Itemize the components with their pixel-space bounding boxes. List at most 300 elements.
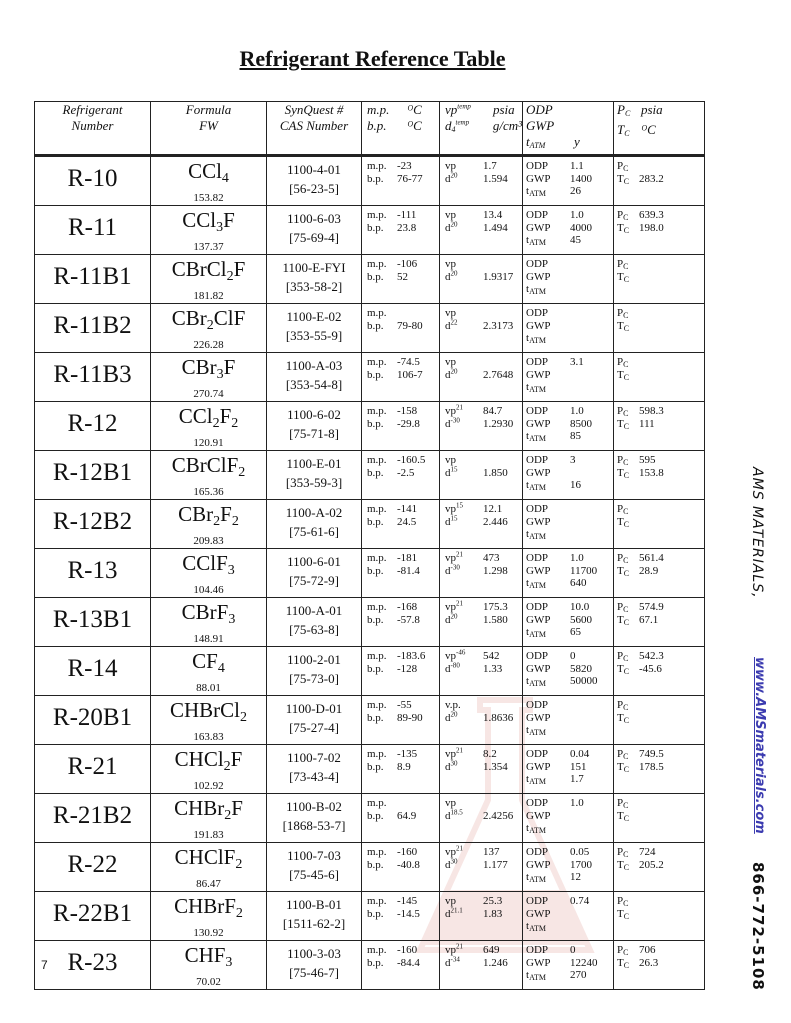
formula-cell xyxy=(151,156,267,206)
odp-label: ODP xyxy=(526,454,549,466)
tc-subscript: C xyxy=(623,421,630,431)
density-temperature: 20 xyxy=(450,268,458,277)
tc-subscript: C xyxy=(623,666,630,676)
mp-label: m.p. xyxy=(367,405,387,417)
pc-subscript: C xyxy=(623,507,629,516)
tc-subscript: C xyxy=(623,813,630,823)
odp-label: ODP xyxy=(526,356,549,368)
catalog-number: 1100-3-03 xyxy=(287,946,341,961)
boiling-point: 24.5 xyxy=(397,515,417,528)
odp-value: 3 xyxy=(570,454,576,466)
tatm-subscript: ATM xyxy=(529,630,546,639)
density-label: d xyxy=(445,319,451,332)
vp-temperature: -46 xyxy=(456,648,466,657)
tc-subscript: C xyxy=(623,470,630,480)
pc-tc-cell xyxy=(614,451,705,500)
vp-label: vp xyxy=(445,209,456,221)
odp-label: ODP xyxy=(526,552,549,564)
odp-gwp-cell xyxy=(523,353,614,402)
mp-bp-cell xyxy=(362,892,440,941)
pc-label: P xyxy=(617,601,624,613)
melting-point: -135 xyxy=(397,748,418,760)
density-label: d xyxy=(445,515,451,528)
tc-label: T xyxy=(617,221,624,234)
tc-subscript: C xyxy=(623,372,630,382)
tc-subscript: C xyxy=(623,715,630,725)
vapor-pressure: 84.7 xyxy=(483,405,503,417)
odp-gwp-cell xyxy=(523,892,614,941)
vp-density-cell xyxy=(440,500,523,549)
vp-density-cell xyxy=(440,745,523,794)
cas-cell xyxy=(267,794,362,843)
gwp-label: GWP xyxy=(526,760,551,773)
refrigerant-number-cell xyxy=(35,647,151,696)
pc-tc-cell xyxy=(614,647,705,696)
vp-temperature: 15 xyxy=(456,501,463,510)
formula: CBr$_2$ClF xyxy=(171,306,246,333)
formula: CHBrF$_2$ xyxy=(174,894,243,921)
formula-weight: 209.83 xyxy=(193,535,224,547)
density-label: d xyxy=(445,907,451,920)
tc-subscript: C xyxy=(623,568,630,578)
refrigerant-number: R-12 xyxy=(67,410,118,437)
odp-gwp-cell xyxy=(523,745,614,794)
refrigerant-number: R-12B1 xyxy=(52,459,133,486)
density-temperature: 22 xyxy=(450,317,458,326)
refrigerant-number-cell xyxy=(35,304,151,353)
pc-subscript: C xyxy=(623,360,629,369)
vp-temperature: 21 xyxy=(456,599,463,608)
vp-density-cell xyxy=(440,843,523,892)
tatm-subscript: ATM xyxy=(529,826,546,835)
vp-label: vp xyxy=(445,356,456,368)
odp-label: ODP xyxy=(526,160,549,172)
formula-cell xyxy=(151,794,267,843)
refrigerant-number: R-14 xyxy=(67,655,118,682)
cas-number: [75-73-0] xyxy=(289,671,339,686)
critical-pressure: 542.3 xyxy=(639,650,664,662)
formula: $CBr_2F_2$ xyxy=(178,502,239,529)
table-row xyxy=(35,500,705,549)
mp-label: m.p. xyxy=(367,356,387,368)
formula-weight: 270.74 xyxy=(193,388,224,400)
cas-cell xyxy=(267,549,362,598)
header-mp-bp: m.p. ᴼC b.p. ᴼC xyxy=(362,102,440,156)
density-label: d xyxy=(445,221,451,234)
pc-subscript: C xyxy=(623,556,629,565)
vapor-pressure: 13.4 xyxy=(483,209,503,221)
atmospheric-lifetime: 45 xyxy=(570,234,581,246)
melting-point: -158 xyxy=(397,405,418,417)
table-row xyxy=(35,255,705,304)
gwp-label: GWP xyxy=(526,319,551,332)
company-name: AMS MATERIALS, xyxy=(749,467,765,599)
table-row xyxy=(35,353,705,402)
catalog-number: 1100-E-FYI xyxy=(282,260,346,275)
bp-label: b.p. xyxy=(367,956,384,969)
boiling-point: -128 xyxy=(397,662,418,675)
bp-label: b.p. xyxy=(367,564,384,577)
gwp-label: GWP xyxy=(526,515,551,528)
gwp-value: 11700 xyxy=(570,564,598,577)
odp-value: 1.0 xyxy=(570,209,584,221)
odp-gwp-cell xyxy=(523,255,614,304)
density-temperature: -30 xyxy=(450,415,460,424)
vp-temperature: 21 xyxy=(456,942,463,951)
pc-label: P xyxy=(617,797,624,809)
formula: CClF$_3$ xyxy=(182,551,235,578)
mp-label: m.p. xyxy=(367,503,387,515)
density-label: d xyxy=(445,956,451,969)
bp-label: b.p. xyxy=(367,809,384,822)
pc-subscript: C xyxy=(623,262,629,271)
refrigerant-number-cell xyxy=(35,598,151,647)
tatm-label: t xyxy=(526,920,530,932)
formula-cell xyxy=(151,451,267,500)
density-temperature: 20 xyxy=(450,709,458,718)
catalog-number: 1100-6-01 xyxy=(287,554,341,569)
density: 1.298 xyxy=(483,564,508,577)
pc-subscript: C xyxy=(623,801,629,810)
odp-value: 3.1 xyxy=(570,356,584,368)
formula-weight: 163.83 xyxy=(193,731,224,743)
bp-label: b.p. xyxy=(367,417,384,430)
table-header-row xyxy=(35,102,705,156)
tc-label: T xyxy=(617,417,624,430)
formula-cell xyxy=(151,549,267,598)
formula-weight: 70.02 xyxy=(196,976,221,988)
density-label: d xyxy=(445,711,451,724)
cas-number: [1868-53-7] xyxy=(282,818,346,833)
pc-tc-cell xyxy=(614,843,705,892)
catalog-number: 1100-4-01 xyxy=(287,162,341,177)
tatm-subscript: ATM xyxy=(529,483,546,492)
refrigerant-number-cell xyxy=(35,255,151,304)
gwp-label: GWP xyxy=(526,613,551,626)
atmospheric-lifetime: 12 xyxy=(570,871,581,883)
density-label: d xyxy=(445,760,451,773)
header-cas: SynQuest # CAS Number xyxy=(267,102,362,156)
pc-tc-cell xyxy=(614,500,705,549)
density: 2.3173 xyxy=(483,319,514,332)
refrigerant-number: R-10 xyxy=(67,165,118,192)
cas-cell xyxy=(267,745,362,794)
odp-value: 0.04 xyxy=(570,748,590,760)
density-label: d xyxy=(445,858,451,871)
gwp-value: 4000 xyxy=(570,221,592,234)
pc-label: P xyxy=(617,846,624,858)
formula-cell xyxy=(151,745,267,794)
cas-cell xyxy=(267,696,362,745)
tc-label: T xyxy=(617,270,624,283)
refrigerant-number-cell xyxy=(35,451,151,500)
critical-temperature: 111 xyxy=(639,417,655,430)
critical-temperature: 153.8 xyxy=(639,466,664,479)
pc-label: P xyxy=(617,356,624,368)
formula: CHBrCl$_2$ xyxy=(169,698,247,725)
vp-density-cell xyxy=(440,598,523,647)
website-link[interactable]: www.AMSmaterials.com xyxy=(752,657,767,834)
formula: $CF_4$ xyxy=(192,649,225,676)
odp-label: ODP xyxy=(526,944,549,956)
mp-label: m.p. xyxy=(367,552,387,564)
odp-value: 1.0 xyxy=(570,797,584,809)
formula-cell xyxy=(151,647,267,696)
mp-bp-cell xyxy=(362,843,440,892)
pc-label: P xyxy=(617,454,624,466)
density-label: d xyxy=(445,613,451,626)
vapor-pressure: 1.7 xyxy=(483,160,497,172)
density: 1.594 xyxy=(483,172,508,185)
header-refrigerant-number: Refrigerant Number xyxy=(35,102,151,156)
vp-density-cell xyxy=(440,304,523,353)
gwp-label: GWP xyxy=(526,956,551,969)
cas-cell xyxy=(267,255,362,304)
density: 1.354 xyxy=(483,760,508,773)
mp-bp-cell xyxy=(362,500,440,549)
cas-cell xyxy=(267,402,362,451)
atmospheric-lifetime: 85 xyxy=(570,430,581,442)
gwp-label: GWP xyxy=(526,172,551,185)
pc-tc-cell xyxy=(614,696,705,745)
melting-point: -168 xyxy=(397,601,418,613)
odp-label: ODP xyxy=(526,405,549,417)
vp-label: vp xyxy=(445,797,456,809)
vp-density-cell xyxy=(440,206,523,255)
mp-bp-cell xyxy=(362,696,440,745)
gwp-label: GWP xyxy=(526,368,551,381)
density-temperature: -30 xyxy=(450,562,460,571)
bp-label: b.p. xyxy=(367,613,384,626)
cas-number: [75-71-8] xyxy=(289,426,339,441)
gwp-label: GWP xyxy=(526,466,551,479)
pc-subscript: C xyxy=(623,899,629,908)
vp-density-cell xyxy=(440,402,523,451)
density: 1.9317 xyxy=(483,270,514,283)
odp-label: ODP xyxy=(526,601,549,613)
tatm-label: t xyxy=(526,626,530,638)
bp-label: b.p. xyxy=(367,711,384,724)
pc-subscript: C xyxy=(623,948,629,957)
bp-label: b.p. xyxy=(367,662,384,675)
formula-weight: 130.92 xyxy=(193,927,224,939)
vapor-pressure: 25.3 xyxy=(483,895,503,907)
pc-tc-cell xyxy=(614,745,705,794)
gwp-value: 151 xyxy=(570,760,587,773)
catalog-number: 1100-A-03 xyxy=(285,358,343,373)
atmospheric-lifetime: 16 xyxy=(570,479,581,491)
table-row xyxy=(35,647,705,696)
tc-label: T xyxy=(617,613,624,626)
cas-cell xyxy=(267,206,362,255)
formula-cell xyxy=(151,598,267,647)
pc-subscript: C xyxy=(623,409,629,418)
melting-point: -106 xyxy=(397,258,418,270)
tatm-label: t xyxy=(526,381,530,393)
vp-label: vp xyxy=(445,307,456,319)
mp-bp-cell xyxy=(362,402,440,451)
table-row xyxy=(35,402,705,451)
mp-bp-cell xyxy=(362,255,440,304)
mp-label: m.p. xyxy=(367,846,387,858)
gwp-label: GWP xyxy=(526,662,551,675)
formula-cell xyxy=(151,696,267,745)
tc-label: T xyxy=(617,662,624,675)
density-label: d xyxy=(445,172,451,185)
tatm-label: t xyxy=(526,969,530,981)
vp-density-cell xyxy=(440,156,523,206)
formula: CBrClF$_2$ xyxy=(171,453,246,480)
refrigerant-number: R-11B3 xyxy=(53,361,132,388)
formula-weight: 226.28 xyxy=(193,339,224,351)
tatm-label: t xyxy=(526,479,530,491)
odp-gwp-cell xyxy=(523,598,614,647)
cas-cell xyxy=(267,941,362,990)
cas-cell xyxy=(267,500,362,549)
refrigerant-number: R-21 xyxy=(67,753,118,780)
mp-bp-cell xyxy=(362,156,440,206)
vp-density-cell xyxy=(440,255,523,304)
tatm-label: t xyxy=(526,871,530,883)
tc-subscript: C xyxy=(623,519,630,529)
odp-gwp-cell xyxy=(523,156,614,206)
refrigerant-number: R-11B2 xyxy=(53,312,132,339)
refrigerant-number: R-23 xyxy=(67,949,118,976)
page-title: Refrigerant Reference Table xyxy=(239,46,506,71)
tatm-label: t xyxy=(526,724,530,736)
odp-gwp-cell xyxy=(523,794,614,843)
odp-label: ODP xyxy=(526,650,549,662)
tatm-subscript: ATM xyxy=(529,434,546,443)
catalog-number: 1100-A-02 xyxy=(285,505,343,520)
refrigerant-number: R-11B1 xyxy=(53,263,132,290)
refrigerant-table xyxy=(34,101,705,990)
formula-cell xyxy=(151,206,267,255)
pc-subscript: C xyxy=(623,703,629,712)
critical-pressure: 639.3 xyxy=(639,209,664,221)
boiling-point: 8.9 xyxy=(397,760,411,773)
formula: CBrCl$_2$F xyxy=(171,257,246,284)
tc-subscript: C xyxy=(623,764,630,774)
melting-point: -55 xyxy=(397,699,412,711)
pc-subscript: C xyxy=(623,605,629,614)
mp-label: m.p. xyxy=(367,601,387,613)
formula: CHCl$_2$F xyxy=(174,747,243,774)
gwp-value: 12240 xyxy=(570,956,598,969)
odp-value: 0 xyxy=(570,650,576,662)
gwp-value: 1700 xyxy=(570,858,592,871)
formula-cell xyxy=(151,500,267,549)
mp-label: m.p. xyxy=(367,307,387,319)
critical-temperature: 205.2 xyxy=(639,858,664,871)
pc-tc-cell xyxy=(614,402,705,451)
refrigerant-number-cell xyxy=(35,745,151,794)
boiling-point: 106-7 xyxy=(397,368,423,381)
pc-subscript: C xyxy=(623,458,629,467)
tatm-subscript: ATM xyxy=(529,532,546,541)
tc-label: T xyxy=(617,368,624,381)
formula: CHBr$_2$F xyxy=(174,796,243,823)
odp-gwp-cell xyxy=(523,451,614,500)
density-label: d xyxy=(445,368,451,381)
catalog-number: 1100-7-02 xyxy=(287,750,341,765)
odp-label: ODP xyxy=(526,209,549,221)
gwp-label: GWP xyxy=(526,564,551,577)
odp-gwp-cell xyxy=(523,304,614,353)
pc-label: P xyxy=(617,944,624,956)
vapor-pressure: 649 xyxy=(483,944,500,956)
density: 1.494 xyxy=(483,221,508,234)
bp-label: b.p. xyxy=(367,368,384,381)
density-label: d xyxy=(445,270,451,283)
table-row xyxy=(35,892,705,941)
density: 1.177 xyxy=(483,858,508,871)
refrigerant-number-cell xyxy=(35,892,151,941)
tatm-label: t xyxy=(526,332,530,344)
critical-temperature: -45.6 xyxy=(639,662,662,675)
bp-label: b.p. xyxy=(367,760,384,773)
cas-cell xyxy=(267,451,362,500)
vp-density-cell xyxy=(440,647,523,696)
mp-label: m.p. xyxy=(367,209,387,221)
mp-label: m.p. xyxy=(367,748,387,760)
density-temperature: 30 xyxy=(450,758,458,767)
pc-tc-cell xyxy=(614,598,705,647)
refrigerant-number-cell xyxy=(35,206,151,255)
vp-density-cell xyxy=(440,353,523,402)
odp-gwp-cell xyxy=(523,206,614,255)
melting-point: -145 xyxy=(397,895,418,907)
pc-subscript: C xyxy=(623,213,629,222)
catalog-number: 1100-B-02 xyxy=(286,799,342,814)
boiling-point: 89-90 xyxy=(397,711,423,724)
refrigerant-number-cell xyxy=(35,549,151,598)
tatm-subscript: ATM xyxy=(529,924,546,933)
melting-point: -160 xyxy=(397,944,418,956)
tc-label: T xyxy=(617,760,624,773)
boiling-point: -29.8 xyxy=(397,417,420,430)
vp-label: vp xyxy=(445,503,456,515)
pc-tc-cell xyxy=(614,892,705,941)
refrigerant-number-cell xyxy=(35,402,151,451)
melting-point: -160 xyxy=(397,846,418,858)
formula-cell xyxy=(151,402,267,451)
formula: $CHF_3$ xyxy=(184,943,233,970)
vp-temperature: 21 xyxy=(456,844,463,853)
tatm-subscript: ATM xyxy=(529,385,546,394)
refrigerant-number: R-13 xyxy=(67,557,118,584)
bp-label: b.p. xyxy=(367,270,384,283)
tc-label: T xyxy=(617,858,624,871)
tc-subscript: C xyxy=(623,176,630,186)
catalog-number: 1100-E-01 xyxy=(286,456,342,471)
formula-weight: 181.82 xyxy=(193,290,224,302)
density-temperature: 15 xyxy=(450,513,458,522)
cas-number: [1511-62-2] xyxy=(282,916,346,931)
vapor-pressure: 473 xyxy=(483,552,500,564)
odp-value: 0 xyxy=(570,944,576,956)
cas-cell xyxy=(267,304,362,353)
mp-bp-cell xyxy=(362,794,440,843)
formula-cell xyxy=(151,304,267,353)
catalog-number: 1100-D-01 xyxy=(285,701,343,716)
tc-label: T xyxy=(617,172,624,185)
gwp-value: 1400 xyxy=(570,172,592,185)
formula-cell xyxy=(151,941,267,990)
tc-subscript: C xyxy=(623,274,630,284)
tatm-subscript: ATM xyxy=(529,189,546,198)
refrigerant-number-cell xyxy=(35,843,151,892)
